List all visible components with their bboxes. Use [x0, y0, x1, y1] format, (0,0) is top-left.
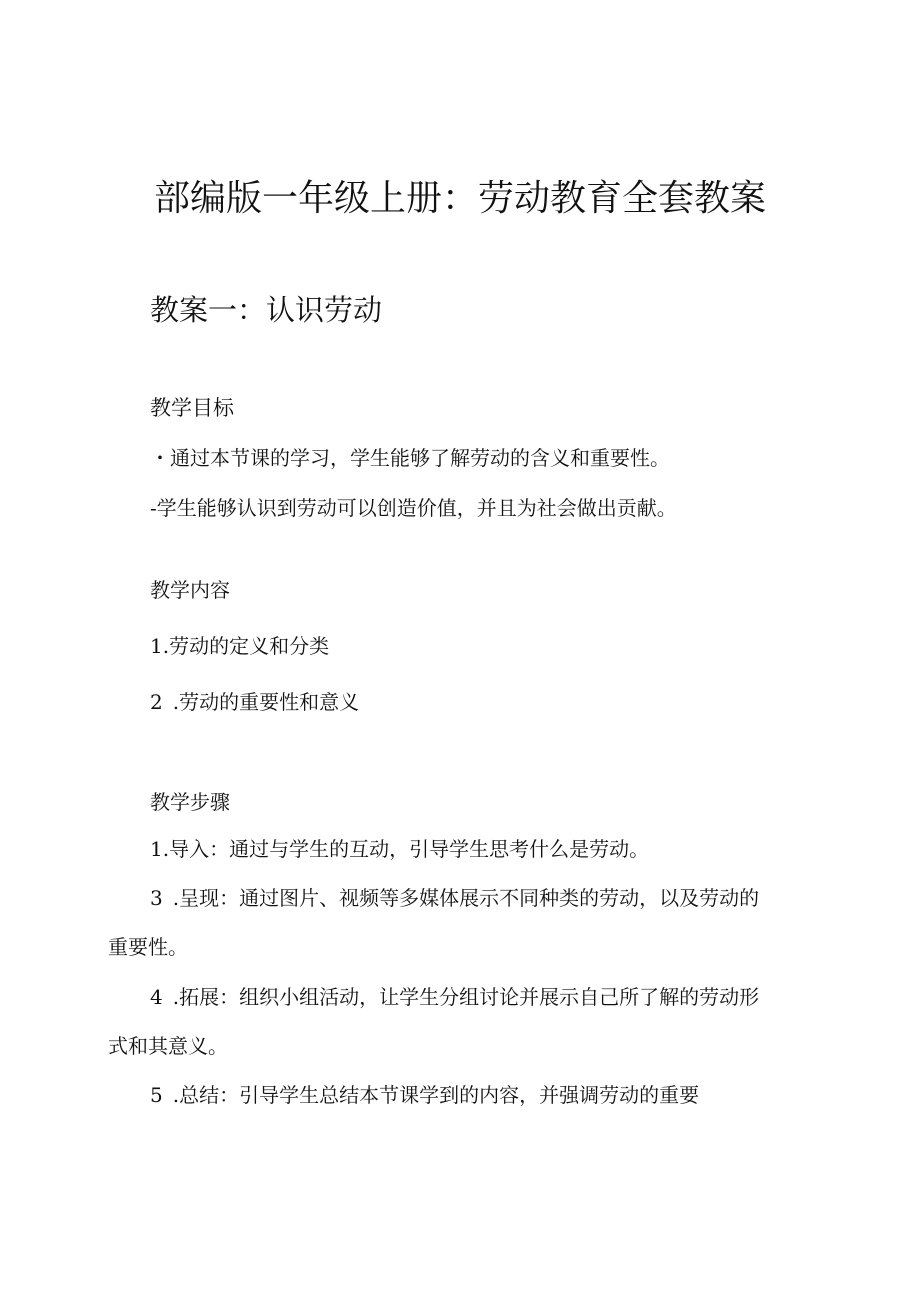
steps-heading: 教学步骤 — [150, 790, 230, 814]
step-item: 3 .呈现：通过图片、视频等多媒体展示不同种类的劳动，以及劳动的 — [150, 886, 760, 910]
objective-item: ・通过本节课的学习，学生能够了解劳动的含义和重要性。 — [150, 446, 670, 470]
step-item: 1.导入：通过与学生的互动，引导学生思考什么是劳动。 — [150, 837, 650, 861]
document-title: 部编版一年级上册：劳动教育全套教案 — [153, 178, 766, 219]
step-item: 4 .拓展：组织小组活动，让学生分组讨论并展示自己所了解的劳动形 — [150, 985, 760, 1009]
content-heading: 教学内容 — [150, 578, 230, 602]
content-item: 2 .劳动的重要性和意义 — [150, 690, 360, 714]
content-item: 1.劳动的定义和分类 — [150, 634, 330, 658]
objective-item: -学生能够认识到劳动可以创造价值，并且为社会做出贡献。 — [150, 496, 677, 520]
lesson-title: 教案一：认识劳动 — [150, 293, 383, 327]
objectives-heading: 教学目标 — [150, 396, 234, 420]
step-item-continuation: 重要性。 — [108, 935, 188, 959]
step-item: 5 .总结：引导学生总结本节课学到的内容，并强调劳动的重要 — [150, 1083, 700, 1107]
step-item-continuation: 式和其意义。 — [108, 1034, 228, 1058]
